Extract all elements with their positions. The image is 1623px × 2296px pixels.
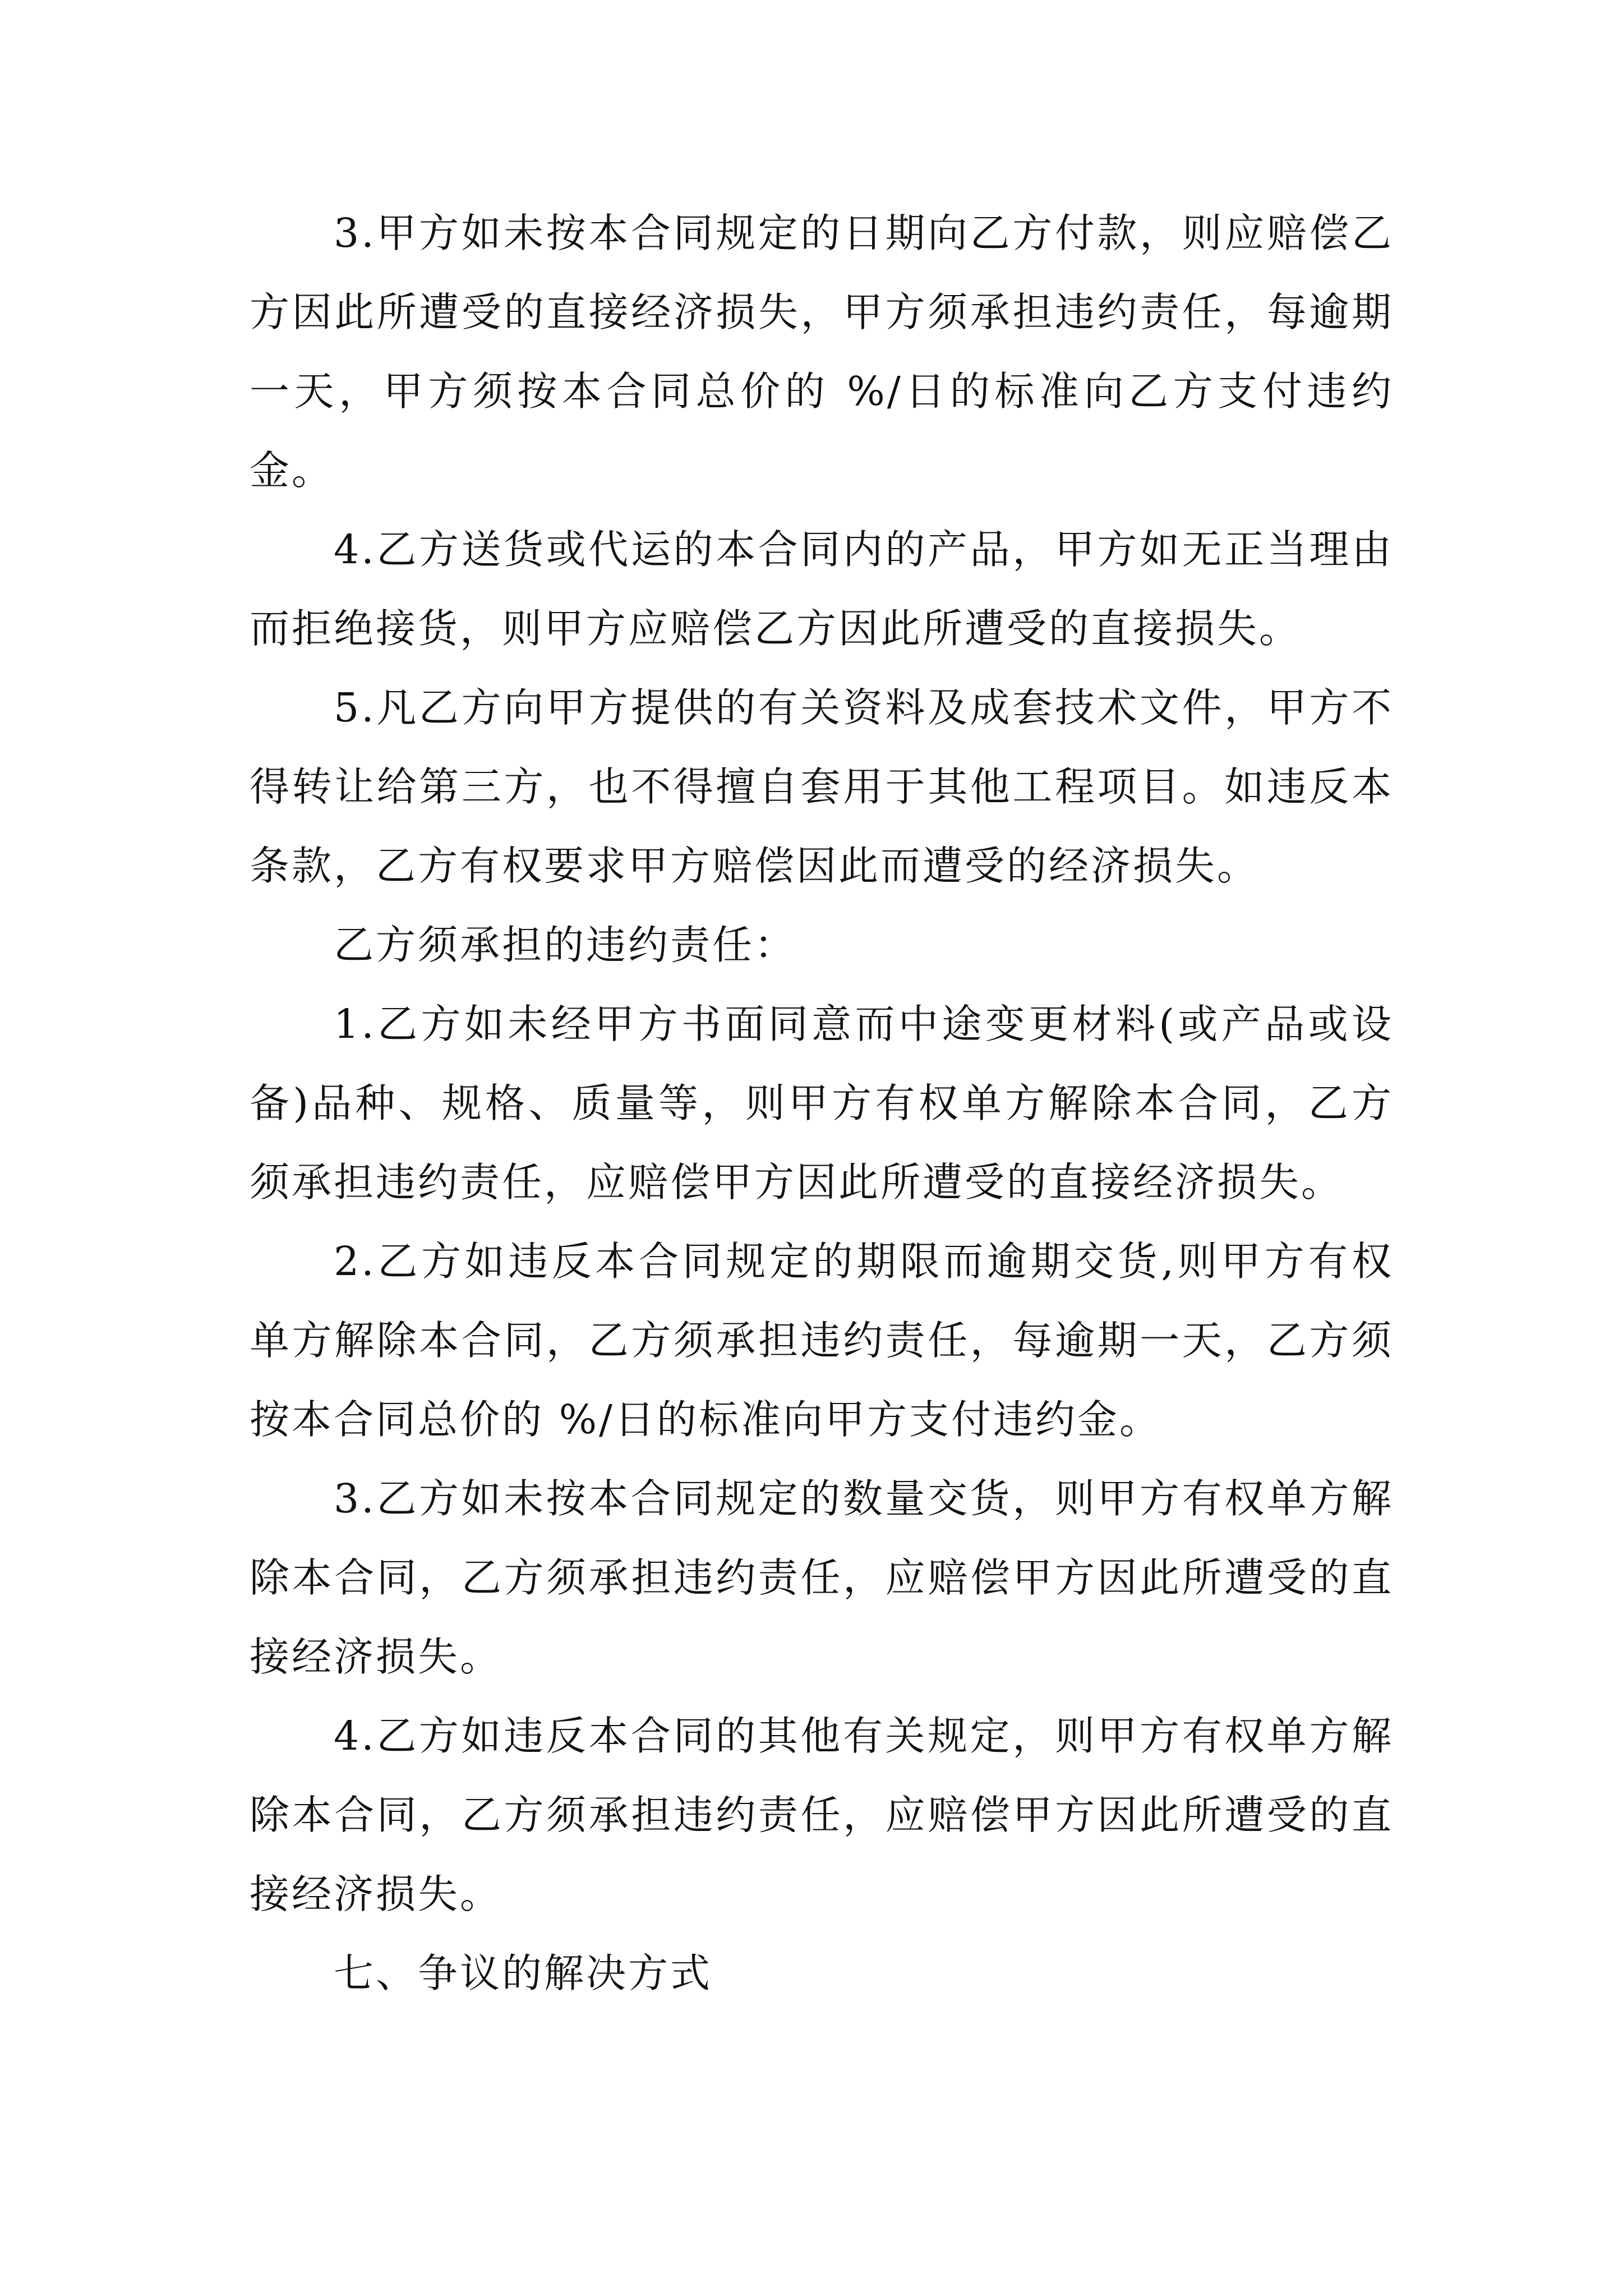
paragraph-buyer-tech-docs: 5.凡乙方向甲方提供的有关资料及成套技术文件，甲方不得转让给第三方，也不得擅自套用于其他工程项目。如违反本条款，乙方有权要求甲方赔偿因此而遭受的经济损失。	[250, 684, 1394, 889]
document-body	[250, 194, 1394, 2013]
paragraph-seller-liability-heading: 乙方须承担的违约责任：	[334, 922, 797, 968]
paragraph-seller-change-materials: 1.乙方如未经甲方书面同意而中途变更材料(或产品或设备)品种、规格、质量等，则甲方有权单方解除本合同，乙方须承担违约责任，应赔偿甲方因此所遭受的直接经济损失。	[250, 1001, 1394, 1205]
section-heading-dispute-resolution: 七、争议的解决方式	[334, 1950, 713, 1996]
paragraph-seller-late-delivery: 2.乙方如违反本合同规定的期限而逾期交货,则甲方有权单方解除本合同，乙方须承担违约责任，每逾期一天，乙方须按本合同总价的 %/日的标准向甲方支付违约金。	[250, 1238, 1394, 1443]
paragraph-seller-quantity: 3.乙方如未按本合同规定的数量交货，则甲方有权单方解除本合同，乙方须承担违约责任，应赔偿甲方因此所遭受的直接经济损失。	[250, 1475, 1394, 1680]
paragraph-seller-other-violations: 4.乙方如违反本合同的其他有关规定，则甲方有权单方解除本合同，乙方须承担违约责任，应赔偿甲方因此所遭受的直接经济损失。	[250, 1713, 1394, 1917]
paragraph-buyer-late-payment: 3.甲方如未按本合同规定的日期向乙方付款，则应赔偿乙方因此所遭受的直接经济损失，甲方须承担违约责任，每逾期一天，甲方须按本合同总价的 %/日的标准向乙方支付违约金。	[250, 210, 1394, 494]
paragraph-buyer-refuse-delivery: 4.乙方送货或代运的本合同内的产品，甲方如无正当理由而拒绝接货，则甲方应赔偿乙方因此所遭受的直接损失。	[250, 526, 1394, 652]
